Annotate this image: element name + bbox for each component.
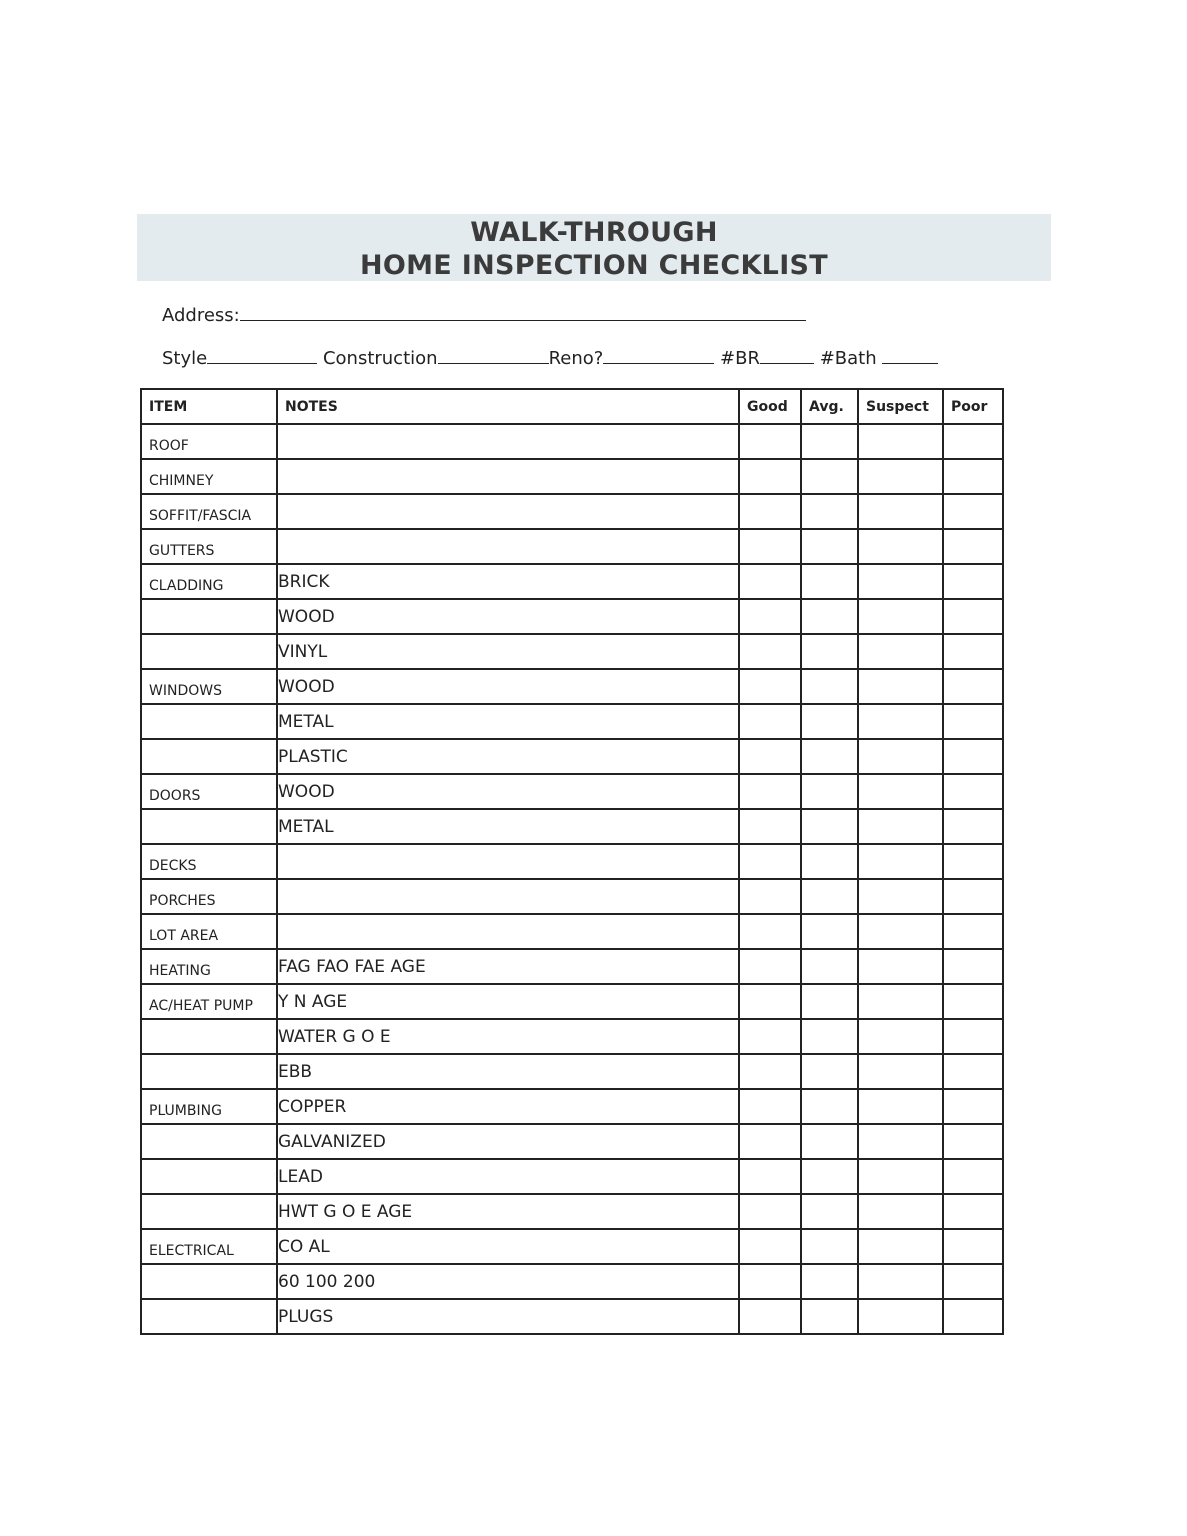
- rating-avg-cell[interactable]: [801, 1264, 858, 1299]
- item-cell: [141, 949, 277, 984]
- rating-good-cell[interactable]: [739, 1299, 801, 1334]
- rating-good-cell[interactable]: [739, 739, 801, 774]
- rating-avg-cell[interactable]: [801, 914, 858, 949]
- item-cell: [141, 1019, 277, 1054]
- br-label: #BR: [720, 348, 760, 369]
- table-row: [141, 949, 1003, 984]
- rating-suspect-cell[interactable]: [858, 1229, 943, 1264]
- rating-poor-cell[interactable]: [943, 424, 1003, 459]
- rating-good-cell[interactable]: [739, 949, 801, 984]
- item-label: [142, 613, 276, 621]
- item-cell: [141, 914, 277, 949]
- header-poor: Poor: [943, 389, 1003, 424]
- item-label: [142, 1278, 276, 1286]
- rating-poor-cell[interactable]: [943, 879, 1003, 914]
- rating-good-cell[interactable]: [739, 494, 801, 529]
- rating-good-cell[interactable]: [739, 599, 801, 634]
- table-row: [141, 1054, 1003, 1089]
- item-cell: [141, 1159, 277, 1194]
- item-label: HEATING: [149, 962, 211, 979]
- item-cell: [141, 599, 277, 634]
- bath-field[interactable]: [882, 345, 938, 364]
- rating-good-cell[interactable]: [739, 704, 801, 739]
- table-row: [141, 704, 1003, 739]
- notes-cell[interactable]: WATER G O E: [277, 1019, 739, 1054]
- rating-avg-cell[interactable]: [801, 809, 858, 844]
- item-label: [142, 1138, 276, 1146]
- rating-good-cell[interactable]: [739, 879, 801, 914]
- item-label: PORCHES: [149, 892, 216, 909]
- item-label: ROOF: [149, 437, 189, 454]
- table-row: [141, 634, 1003, 669]
- rating-suspect-cell[interactable]: [858, 634, 943, 669]
- notes-cell[interactable]: FAG FAO FAE AGE: [277, 949, 739, 984]
- rating-poor-cell[interactable]: [943, 459, 1003, 494]
- rating-suspect-cell[interactable]: [858, 1194, 943, 1229]
- item-label: DECKS: [149, 857, 197, 874]
- rating-suspect-cell[interactable]: [858, 1124, 943, 1159]
- rating-poor-cell[interactable]: [943, 1124, 1003, 1159]
- rating-good-cell[interactable]: [739, 914, 801, 949]
- rating-poor-cell[interactable]: [943, 1019, 1003, 1054]
- rating-poor-cell[interactable]: [943, 1264, 1003, 1299]
- rating-suspect-cell[interactable]: [858, 879, 943, 914]
- rating-poor-cell[interactable]: [943, 1194, 1003, 1229]
- item-label: [142, 1068, 276, 1076]
- address-field[interactable]: [240, 302, 806, 321]
- reno-label: Reno?: [548, 348, 604, 369]
- inspection-table: [140, 388, 1004, 1335]
- notes-cell[interactable]: GALVANIZED: [277, 1124, 739, 1159]
- rating-poor-cell[interactable]: [943, 1299, 1003, 1334]
- table-row: [141, 424, 1003, 459]
- item-label: [142, 823, 276, 831]
- item-label: ELECTRICAL: [149, 1242, 234, 1259]
- notes-cell[interactable]: [277, 879, 739, 914]
- item-cell: [141, 424, 277, 459]
- rating-avg-cell[interactable]: [801, 669, 858, 704]
- table-row: [141, 774, 1003, 809]
- notes-cell[interactable]: [277, 914, 739, 949]
- rating-suspect-cell[interactable]: [858, 809, 943, 844]
- notes-cell[interactable]: [277, 844, 739, 879]
- item-label: CHIMNEY: [149, 472, 214, 489]
- item-cell: [141, 774, 277, 809]
- header-avg: Avg.: [801, 389, 858, 424]
- rating-suspect-cell[interactable]: [858, 1264, 943, 1299]
- rating-poor-cell[interactable]: [943, 949, 1003, 984]
- rating-avg-cell[interactable]: [801, 879, 858, 914]
- rating-avg-cell[interactable]: [801, 424, 858, 459]
- rating-avg-cell[interactable]: [801, 1194, 858, 1229]
- rating-avg-cell[interactable]: [801, 1019, 858, 1054]
- construction-label: Construction: [322, 348, 438, 369]
- rating-suspect-cell[interactable]: [858, 844, 943, 879]
- header-item: ITEM: [141, 389, 277, 424]
- table-row: [141, 494, 1003, 529]
- item-cell: [141, 739, 277, 774]
- rating-suspect-cell[interactable]: [858, 424, 943, 459]
- notes-cell[interactable]: CO AL: [277, 1229, 739, 1264]
- rating-avg-cell[interactable]: [801, 1299, 858, 1334]
- rating-good-cell[interactable]: [739, 424, 801, 459]
- rating-poor-cell[interactable]: [943, 774, 1003, 809]
- notes-cell[interactable]: [277, 459, 739, 494]
- notes-cell[interactable]: COPPER: [277, 1089, 739, 1124]
- item-cell: [141, 984, 277, 1019]
- rating-suspect-cell[interactable]: [858, 494, 943, 529]
- rating-suspect-cell[interactable]: [858, 669, 943, 704]
- rating-poor-cell[interactable]: [943, 1159, 1003, 1194]
- rating-poor-cell[interactable]: [943, 704, 1003, 739]
- rating-good-cell[interactable]: [739, 1019, 801, 1054]
- item-label: [142, 648, 276, 656]
- rating-good-cell[interactable]: [739, 1159, 801, 1194]
- rating-poor-cell[interactable]: [943, 599, 1003, 634]
- item-cell: [141, 459, 277, 494]
- table-row: [141, 529, 1003, 564]
- rating-avg-cell[interactable]: [801, 844, 858, 879]
- item-label: [142, 718, 276, 726]
- table-row: [141, 459, 1003, 494]
- rating-poor-cell[interactable]: [943, 1229, 1003, 1264]
- table-row: [141, 879, 1003, 914]
- rating-suspect-cell[interactable]: [858, 774, 943, 809]
- notes-cell[interactable]: VINYL: [277, 634, 739, 669]
- table-body: [141, 424, 1003, 1334]
- rating-suspect-cell[interactable]: [858, 949, 943, 984]
- table-row: [141, 1089, 1003, 1124]
- table-row: [141, 1159, 1003, 1194]
- item-cell: [141, 1089, 277, 1124]
- rating-suspect-cell[interactable]: [858, 1159, 943, 1194]
- item-label: [142, 1208, 276, 1216]
- rating-good-cell[interactable]: [739, 529, 801, 564]
- item-cell: [141, 669, 277, 704]
- notes-cell[interactable]: 60 100 200: [277, 1264, 739, 1299]
- rating-good-cell[interactable]: [739, 1124, 801, 1159]
- rating-suspect-cell[interactable]: [858, 529, 943, 564]
- rating-suspect-cell[interactable]: [858, 599, 943, 634]
- reno-field[interactable]: [603, 345, 714, 364]
- notes-cell[interactable]: [277, 494, 739, 529]
- notes-cell[interactable]: WOOD: [277, 599, 739, 634]
- item-cell: [141, 1054, 277, 1089]
- rating-suspect-cell[interactable]: [858, 1299, 943, 1334]
- item-cell: [141, 634, 277, 669]
- item-label: WINDOWS: [149, 682, 222, 699]
- rating-poor-cell[interactable]: [943, 494, 1003, 529]
- item-cell: [141, 564, 277, 599]
- rating-avg-cell[interactable]: [801, 1229, 858, 1264]
- rating-poor-cell[interactable]: [943, 809, 1003, 844]
- rating-suspect-cell[interactable]: [858, 459, 943, 494]
- rating-poor-cell[interactable]: [943, 739, 1003, 774]
- rating-avg-cell[interactable]: [801, 739, 858, 774]
- rating-poor-cell[interactable]: [943, 564, 1003, 599]
- item-label: PLUMBING: [149, 1102, 222, 1119]
- rating-avg-cell[interactable]: [801, 984, 858, 1019]
- item-cell: [141, 704, 277, 739]
- rating-poor-cell[interactable]: [943, 914, 1003, 949]
- style-field[interactable]: [207, 345, 317, 364]
- item-cell: [141, 494, 277, 529]
- address-label: Address:: [162, 305, 240, 326]
- notes-cell[interactable]: PLASTIC: [277, 739, 739, 774]
- notes-cell[interactable]: [277, 529, 739, 564]
- br-field[interactable]: [760, 345, 814, 364]
- item-cell: [141, 1229, 277, 1264]
- rating-good-cell[interactable]: [739, 774, 801, 809]
- table-row: [141, 669, 1003, 704]
- rating-avg-cell[interactable]: [801, 1054, 858, 1089]
- item-cell: [141, 1124, 277, 1159]
- rating-suspect-cell[interactable]: [858, 914, 943, 949]
- rating-good-cell[interactable]: [739, 1054, 801, 1089]
- rating-good-cell[interactable]: [739, 809, 801, 844]
- notes-cell[interactable]: WOOD: [277, 669, 739, 704]
- item-label: [142, 753, 276, 761]
- table-row: [141, 1299, 1003, 1334]
- rating-good-cell[interactable]: [739, 1194, 801, 1229]
- table-row: [141, 844, 1003, 879]
- item-label: LOT AREA: [149, 927, 219, 944]
- rating-suspect-cell[interactable]: [858, 739, 943, 774]
- item-cell: [141, 529, 277, 564]
- rating-good-cell[interactable]: [739, 1089, 801, 1124]
- table-row: [141, 1194, 1003, 1229]
- rating-good-cell[interactable]: [739, 984, 801, 1019]
- rating-avg-cell[interactable]: [801, 634, 858, 669]
- item-label: GUTTERS: [149, 542, 215, 559]
- table-row: [141, 1264, 1003, 1299]
- notes-cell[interactable]: PLUGS: [277, 1299, 739, 1334]
- item-label: CLADDING: [149, 577, 224, 594]
- rating-avg-cell[interactable]: [801, 564, 858, 599]
- rating-poor-cell[interactable]: [943, 844, 1003, 879]
- table-row: [141, 809, 1003, 844]
- item-cell: [141, 844, 277, 879]
- header-good: Good: [739, 389, 801, 424]
- item-cell: [141, 1194, 277, 1229]
- page-title-line1: WALK-THROUGH: [470, 217, 718, 248]
- property-specs-line: [162, 345, 938, 369]
- rating-avg-cell[interactable]: [801, 1124, 858, 1159]
- item-cell: [141, 1299, 277, 1334]
- rating-good-cell[interactable]: [739, 564, 801, 599]
- title-band: [137, 214, 1051, 281]
- table-header-row: [141, 389, 1003, 424]
- rating-avg-cell[interactable]: [801, 774, 858, 809]
- rating-avg-cell[interactable]: [801, 599, 858, 634]
- rating-avg-cell[interactable]: [801, 1159, 858, 1194]
- notes-cell[interactable]: BRICK: [277, 564, 739, 599]
- rating-poor-cell[interactable]: [943, 529, 1003, 564]
- address-line: [162, 302, 806, 326]
- item-label: AC/HEAT PUMP: [149, 997, 253, 1014]
- rating-poor-cell[interactable]: [943, 634, 1003, 669]
- rating-avg-cell[interactable]: [801, 529, 858, 564]
- page-title-line2: HOME INSPECTION CHECKLIST: [359, 250, 829, 281]
- rating-poor-cell[interactable]: [943, 984, 1003, 1019]
- notes-cell[interactable]: METAL: [277, 704, 739, 739]
- rating-good-cell[interactable]: [739, 634, 801, 669]
- style-label: Style: [162, 348, 208, 369]
- rating-avg-cell[interactable]: [801, 704, 858, 739]
- rating-good-cell[interactable]: [739, 459, 801, 494]
- item-label: [142, 1313, 276, 1321]
- rating-avg-cell[interactable]: [801, 949, 858, 984]
- construction-field[interactable]: [438, 345, 549, 364]
- table-row: [141, 564, 1003, 599]
- rating-suspect-cell[interactable]: [858, 1089, 943, 1124]
- rating-poor-cell[interactable]: [943, 1054, 1003, 1089]
- rating-avg-cell[interactable]: [801, 1089, 858, 1124]
- rating-suspect-cell[interactable]: [858, 1019, 943, 1054]
- notes-cell[interactable]: [277, 424, 739, 459]
- rating-poor-cell[interactable]: [943, 1089, 1003, 1124]
- item-label: DOORS: [149, 787, 201, 804]
- rating-avg-cell[interactable]: [801, 459, 858, 494]
- rating-suspect-cell[interactable]: [858, 1054, 943, 1089]
- rating-good-cell[interactable]: [739, 669, 801, 704]
- item-cell: [141, 879, 277, 914]
- notes-cell[interactable]: HWT G O E AGE: [277, 1194, 739, 1229]
- item-label: SOFFIT/FASCIA: [149, 507, 252, 524]
- rating-suspect-cell[interactable]: [858, 564, 943, 599]
- rating-good-cell[interactable]: [739, 844, 801, 879]
- header-notes: NOTES: [277, 389, 739, 424]
- item-cell: [141, 809, 277, 844]
- table-row: [141, 1124, 1003, 1159]
- table-row: [141, 1229, 1003, 1264]
- notes-cell[interactable]: WOOD: [277, 774, 739, 809]
- table-row: [141, 984, 1003, 1019]
- rating-good-cell[interactable]: [739, 1229, 801, 1264]
- rating-suspect-cell[interactable]: [858, 984, 943, 1019]
- bath-label: #Bath: [819, 348, 877, 369]
- rating-good-cell[interactable]: [739, 1264, 801, 1299]
- table-row: [141, 739, 1003, 774]
- rating-suspect-cell[interactable]: [858, 704, 943, 739]
- rating-poor-cell[interactable]: [943, 669, 1003, 704]
- table-row: [141, 1019, 1003, 1054]
- table-row: [141, 914, 1003, 949]
- notes-cell[interactable]: METAL: [277, 809, 739, 844]
- header-suspect: Suspect: [858, 389, 943, 424]
- item-cell: [141, 1264, 277, 1299]
- item-label: [142, 1173, 276, 1181]
- item-label: [142, 1033, 276, 1041]
- notes-cell[interactable]: EBB: [277, 1054, 739, 1089]
- notes-cell[interactable]: LEAD: [277, 1159, 739, 1194]
- rating-avg-cell[interactable]: [801, 494, 858, 529]
- table-row: [141, 599, 1003, 634]
- notes-cell[interactable]: Y N AGE: [277, 984, 739, 1019]
